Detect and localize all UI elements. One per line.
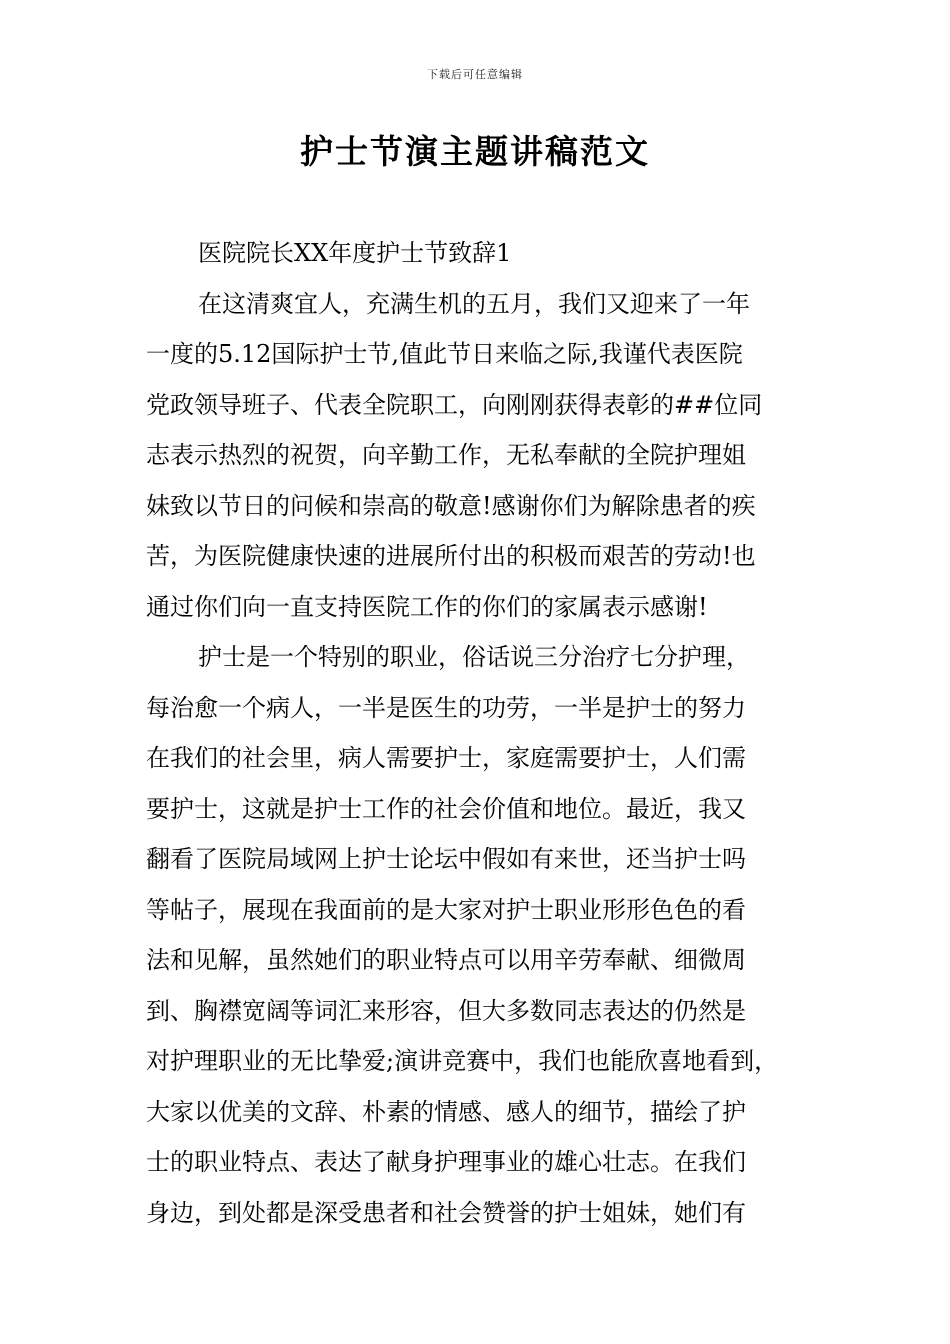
text-line: 对护理职业的无比挚爱;演讲竞赛中，我们也能欣喜地看到，	[146, 1047, 779, 1075]
text-line: 翻看了医院局域网上护士论坛中假如有来世，还当护士吗	[146, 845, 746, 873]
subtitle-line: 医院院长XX年度护士节致辞1	[198, 239, 512, 267]
document-body	[146, 228, 816, 1238]
text-line: 身边，到处都是深受患者和社会赞誉的护士姐妹，她们有	[146, 1198, 746, 1227]
paragraph-2	[146, 632, 816, 1238]
text-line: 士的职业特点、表达了献身护理事业的雄心壮志。在我们	[146, 1148, 746, 1176]
document-title: 护士节演主题讲稿范文	[300, 132, 650, 171]
text-line: 要护士，这就是护士工作的社会价值和地位。最近，我又	[146, 794, 746, 823]
text-line: 妹致以节日的问候和崇高的敬意!感谢你们为解除患者的疾	[146, 491, 756, 520]
text-line: 通过你们向一直支持医院工作的你们的家属表示感谢!	[146, 592, 708, 621]
header-note: 下载后可任意编辑	[427, 68, 523, 81]
text-line: 苦，为医院健康快速的进展所付出的积极而艰苦的劳动!也	[146, 542, 756, 570]
text-line: 到、胸襟宽阔等词汇来形容，但大多数同志表达的仍然是	[146, 996, 746, 1025]
text-line: 大家以优美的文辞、朴素的情感、感人的细节，描绘了护	[146, 1097, 746, 1126]
text-line: 每治愈一个病人，一半是医生的功劳，一半是护士的努力	[146, 693, 746, 722]
paragraph-1	[146, 279, 816, 633]
text-line: 在我们的社会里，病人需要护士，家庭需要护士，人们需	[146, 744, 746, 772]
text-line: 在这清爽宜人，充满生机的五月，我们又迎来了一年	[198, 289, 750, 318]
text-line: 等帖子，展现在我面前的是大家对护士职业形形色色的看	[146, 895, 746, 924]
text-line: 志表示热烈的祝贺，向辛勤工作，无私奉献的全院护理姐	[146, 441, 746, 469]
text-line: 一度的5.12国际护士节,值此节日来临之际,我谨代表医院	[146, 340, 743, 368]
text-line: 党政领导班子、代表全院职工，向刚刚获得表彰的##位同	[146, 390, 763, 419]
text-line: 法和见解，虽然她们的职业特点可以用辛劳奉献、细微周	[146, 946, 746, 974]
text-line: 护士是一个特别的职业，俗话说三分治疗七分护理，	[198, 643, 750, 671]
